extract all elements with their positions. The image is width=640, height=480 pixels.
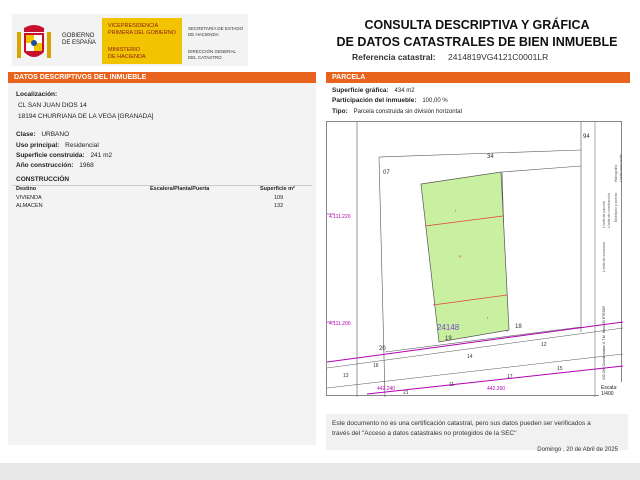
table-header-destino: Destino: [16, 186, 37, 192]
map-legend: [614, 154, 623, 182]
parcel-label: 17: [507, 374, 513, 380]
uso-label: Uso principal:: [16, 142, 60, 149]
participacion-label: Participación del inmueble:: [332, 97, 417, 104]
parcel-label: 18: [515, 324, 522, 330]
table-header-escalera: Escalera/Planta/Puerta: [150, 186, 210, 192]
table-row-1-superficie: 109: [274, 195, 284, 201]
clase-row: [16, 131, 69, 139]
legend-item: Límite de manzana: [602, 242, 606, 272]
parcel-label: 16: [373, 363, 379, 369]
sup-grafica-row: [332, 87, 415, 95]
participacion-value: 100,00 %: [422, 98, 448, 104]
document-title: CONSULTA DESCRIPTIVA Y GRÁFICA DE DATOS CATASTRALES DE BIEN INMUEBLE: [336, 18, 618, 49]
notice-line-2[interactable]: través del "Acceso a datos catastrales no protegidos de la SEC": [332, 430, 517, 437]
table-row-1-destino: VIVIENDA: [16, 195, 42, 201]
sup-grafica-value: 434 m2: [394, 88, 415, 94]
address-line-2: 18194 CHURRIANA DE LA VEGA [GRANADA]: [18, 113, 154, 120]
coordinate-label: 442.260: [487, 386, 506, 392]
floor-mark: I: [487, 315, 489, 320]
ministerio-label: MINISTERIO DE HACIENDA: [108, 47, 146, 60]
footer-band: [0, 463, 640, 480]
clase-value: URBANO: [41, 131, 70, 138]
anio-row: [16, 162, 94, 170]
parcel-label: 13: [343, 373, 349, 379]
parcel-map[interactable]: [326, 121, 622, 396]
government-name: GOBIERNO DE ESPAÑA: [62, 33, 96, 46]
scale-label: Escala:: [601, 385, 618, 391]
coordinates-note: [602, 306, 606, 380]
boundary-line: [502, 166, 581, 172]
section-bar-parcela: PARCELA: [326, 72, 630, 83]
legend-item: Límite de construcción: [607, 192, 611, 228]
tipo-row: [332, 108, 462, 116]
clase-label: Clase:: [16, 131, 36, 138]
coordinate-label: 4.111.220: [329, 214, 351, 220]
parcel-label: 07: [383, 170, 390, 176]
boundary-line: [379, 150, 581, 157]
document-date: Domingo , 20 de Abril de 2025: [537, 447, 618, 453]
localizacion-label: Localización:: [16, 91, 58, 98]
coat-of-arms-icon: [16, 22, 52, 64]
reference-label: Referencia catastral:: [352, 52, 436, 62]
map-legend: [614, 193, 618, 222]
tipo-value: Parcela construida sin división horizontal: [353, 109, 462, 115]
section-bar-descriptivos: DATOS DESCRIPTIVOS DEL INMUEBLE: [8, 72, 316, 83]
parcel-label: 11: [449, 382, 455, 388]
floor-mark: P: [459, 254, 462, 259]
coordinate-label: 442.240: [377, 386, 396, 392]
notice-line-1: Este documento no es una certificación catastral, pero sus datos pueden ser verificados a: [332, 420, 591, 427]
secretaria-label: SECRETARÍA DE ESTADO DE HACIENDA: [188, 26, 244, 37]
parcel-label: 94: [583, 134, 590, 140]
address-line-1: CL SAN JUAN DIOS 14: [18, 102, 87, 109]
floor-mark: I: [455, 208, 457, 213]
legend-item: Hidrografía: [614, 164, 618, 182]
direccion-label: DIRECCIÓN GENERAL DEL CATASTRO: [188, 49, 237, 60]
parcel-label: 15: [557, 366, 563, 372]
vicepresidencia-label: VICEPRESIDENCIA PRIMERA DEL GOBIERNO: [108, 23, 176, 36]
tipo-label: Tipo:: [332, 108, 348, 115]
subject-parcel-number: 24148: [437, 323, 460, 332]
reference-value[interactable]: 2414819VG4121C0001LR: [448, 52, 549, 62]
parcel-label: 21: [403, 390, 409, 396]
parcel-map-drawing: [327, 122, 623, 397]
scale-value: 1/400: [601, 391, 614, 397]
parcel-label: 20: [379, 346, 386, 352]
anio-label: Año construcción:: [16, 162, 74, 169]
parcel-label: 34: [487, 154, 494, 160]
superficie-row: [16, 152, 112, 160]
uso-row: [16, 142, 99, 150]
parcel-label: 19: [445, 336, 452, 342]
map-legend: [602, 193, 611, 228]
construccion-title: CONSTRUCCIÓN: [16, 176, 70, 183]
table-header-superficie: Superficie m²: [260, 186, 295, 192]
coordinate-label: 4.111.200: [329, 321, 351, 327]
map-legend: [602, 242, 606, 272]
anio-value: 1968: [79, 162, 94, 169]
sup-grafica-label: Superficie gráfica:: [332, 87, 389, 94]
uso-value: Residencial: [65, 142, 99, 149]
superficie-label: Superficie construida:: [16, 152, 85, 159]
parcel-label: 14: [467, 354, 473, 360]
notice-text: [332, 419, 624, 439]
table-row-2-superficie: 132: [274, 203, 284, 209]
legend-item: Límite de parcela: [602, 201, 606, 228]
legend-item: Mobiliario y aceras: [614, 192, 618, 222]
participacion-row: [332, 97, 448, 105]
subject-parcel[interactable]: [421, 172, 509, 342]
table-row-2-destino: ALMACEN: [16, 203, 43, 209]
coordinates-note-text: 442.280 Coordenadas U.T.M. Huso 30 ETRS89: [602, 306, 606, 380]
parcel-label: 12: [541, 342, 547, 348]
legend-item: Límite zona verde: [619, 154, 623, 182]
superficie-value: 241 m2: [90, 152, 113, 159]
reference-line: [352, 52, 612, 62]
